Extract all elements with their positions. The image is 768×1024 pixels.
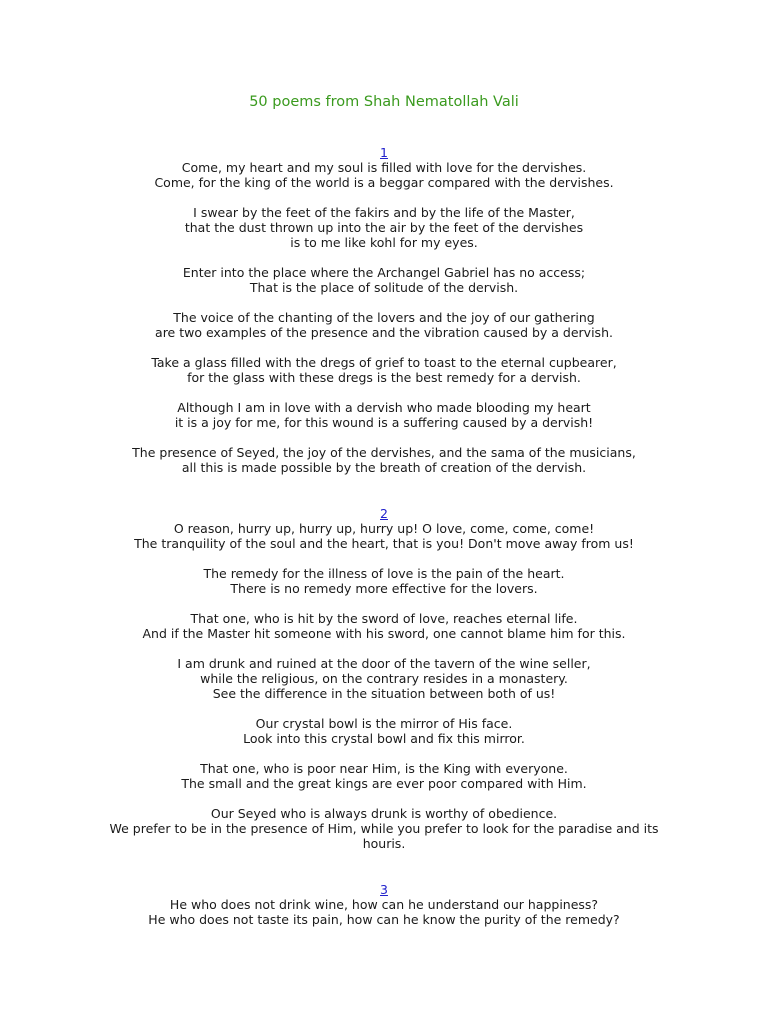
poem-section (100, 145, 668, 490)
poem-line: Our Seyed who is always drunk is worthy of obedience. (210, 806, 558, 821)
poem-stanza (100, 897, 668, 927)
poem-line: while the religious, on the contrary resides in a monastery. (200, 671, 568, 686)
poem-line: Take a glass filled with the dregs of grief to toast to the eternal cupbearer, (151, 355, 617, 370)
poem-line: are two examples of the presence and the vibration caused by a dervish. (155, 325, 613, 340)
poem-number-link[interactable]: 3 (380, 882, 388, 897)
poem-stanza (100, 566, 668, 596)
poem-line: I am drunk and ruined at the door of the tavern of the wine seller, (177, 656, 591, 671)
poem-line: He who does not drink wine, how can he understand our happiness? (169, 897, 599, 912)
poem-stanza (100, 611, 668, 641)
poem-stanza (100, 310, 668, 340)
poem-stanza (100, 445, 668, 475)
poem-stanza (100, 716, 668, 746)
poem-line: The remedy for the illness of love is the pain of the heart. (203, 566, 565, 581)
poem-stanza (100, 761, 668, 791)
poem-line: The voice of the chanting of the lovers and the joy of our gathering (173, 310, 595, 325)
document-title: 50 poems from Shah Nematollah Vali (249, 94, 519, 110)
poem-section (100, 506, 668, 866)
poem-line: all this is made possible by the breath of creation of the dervish. (181, 460, 587, 475)
poem-line: Come, for the king of the world is a beggar compared with the dervishes. (154, 175, 614, 190)
poem-line: See the difference in the situation between both of us! (212, 686, 556, 701)
poem-stanza (100, 355, 668, 385)
poem-section (100, 882, 668, 942)
poem-line: That one, who is hit by the sword of love, reaches eternal life. (190, 611, 578, 626)
poem-line: There is no remedy more effective for the lovers. (230, 581, 538, 596)
poem-line: Look into this crystal bowl and fix this mirror. (243, 731, 525, 746)
poem-stanza (100, 265, 668, 295)
poem-number-link[interactable]: 1 (380, 145, 388, 160)
poem-line: Enter into the place where the Archangel Gabriel has no access; (182, 265, 586, 280)
poem-stanza (100, 521, 668, 551)
poem-stanza (100, 160, 668, 190)
poem-line: The tranquility of the soul and the heart, that is you! Don't move away from us! (134, 536, 634, 551)
poem-line: He who does not taste its pain, how can he know the purity of the remedy? (148, 912, 620, 927)
poem-line: O reason, hurry up, hurry up, hurry up! O love, come, come, come! (173, 521, 595, 536)
poem-line: That is the place of solitude of the dervish. (249, 280, 519, 295)
poem-line: it is a joy for me, for this wound is a suffering caused by a dervish! (174, 415, 594, 430)
poem-line: That one, who is poor near Him, is the King with everyone. (200, 761, 568, 776)
poem-line: The small and the great kings are ever poor compared with Him. (181, 776, 587, 791)
poem-line: And if the Master hit someone with his sword, one cannot blame him for this. (142, 626, 626, 641)
poem-line: Come, my heart and my soul is filled with love for the dervishes. (181, 160, 587, 175)
poem-line: The presence of Seyed, the joy of the dervishes, and the sama of the musicians, (132, 445, 636, 460)
poem-stanza (100, 656, 668, 701)
poem-line: We prefer to be in the presence of Him, while you prefer to look for the paradise and its houris. (109, 821, 659, 851)
poem-line: I swear by the feet of the fakirs and by the life of the Master, (193, 205, 575, 220)
poem-line: that the dust thrown up into the air by the feet of the dervishes (184, 220, 584, 235)
poem-stanza (100, 400, 668, 430)
poem-number-link[interactable]: 2 (380, 506, 388, 521)
poem-stanza (100, 205, 668, 250)
poem-line: Although I am in love with a dervish who made blooding my heart (177, 400, 591, 415)
poem-stanza (100, 806, 668, 851)
poem-line: for the glass with these dregs is the best remedy for a dervish. (187, 370, 581, 385)
poem-line: Our crystal bowl is the mirror of His face. (255, 716, 513, 731)
poem-line: is to me like kohl for my eyes. (290, 235, 478, 250)
